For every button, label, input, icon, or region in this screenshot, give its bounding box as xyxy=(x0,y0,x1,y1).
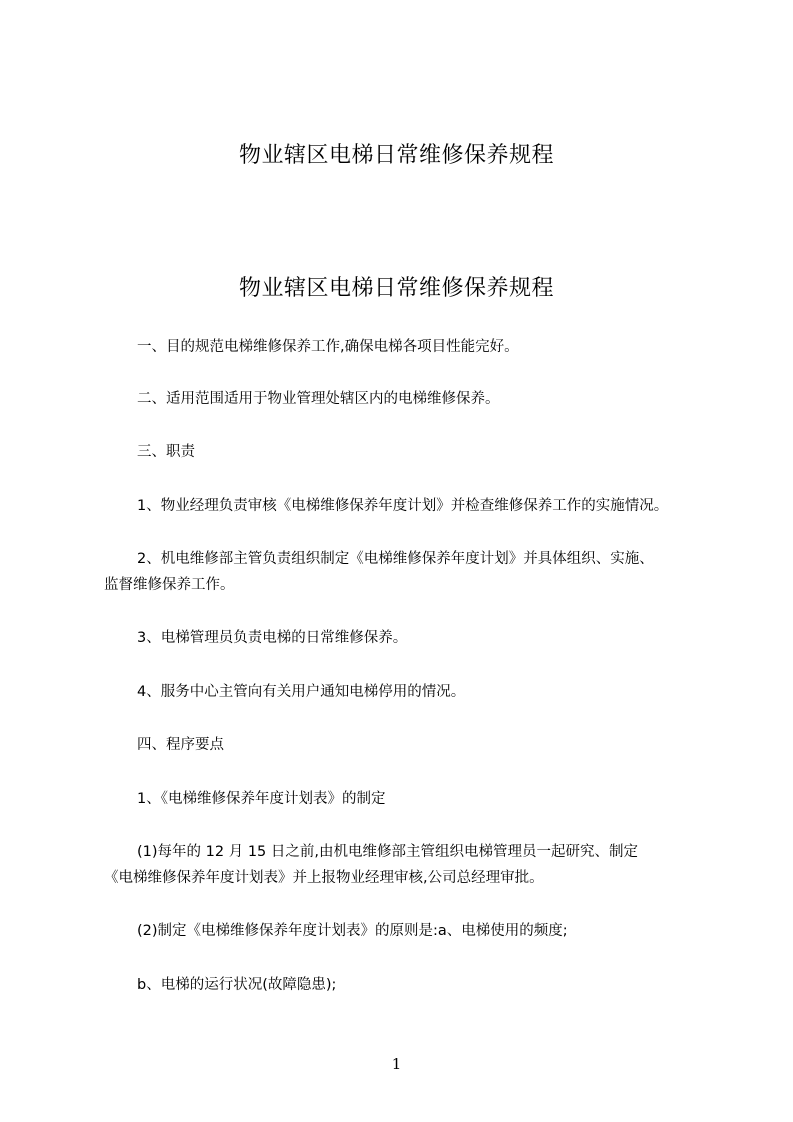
paragraph-line: 一、目的规范电梯维修保养工作,确保电梯各项目性能完好。 xyxy=(137,339,519,355)
paragraph-line: 二、适用范围适用于物业管理处辖区内的电梯维修保养。 xyxy=(137,391,500,407)
paragraph-purpose xyxy=(104,334,724,360)
paragraph-scope xyxy=(104,386,724,412)
paragraph-procedure-1-1 xyxy=(104,839,724,891)
paragraph-procedure-1 xyxy=(104,786,724,812)
paragraph-line: b、电梯的运行状况(故障隐患); xyxy=(137,977,337,993)
paragraph-line: 4、服务中心主管向有关用户通知电梯停用的情况。 xyxy=(137,684,466,700)
paragraph-line: 监督维修保养工作。 xyxy=(104,577,235,593)
paragraph-procedure-1-2-b xyxy=(104,972,724,998)
section-heading-responsibilities xyxy=(104,439,724,465)
paragraph-responsibility-2 xyxy=(104,546,724,598)
paragraph-responsibility-4 xyxy=(104,679,724,705)
paragraph-line: 2、机电维修部主管负责组织制定《电梯维修保养年度计划》并具体组织、实施、 xyxy=(137,551,654,567)
cover-title: 物业辖区电梯日常维修保养规程 xyxy=(238,143,554,168)
document-title: 物业辖区电梯日常维修保养规程 xyxy=(238,276,554,301)
paragraph-procedure-1-2 xyxy=(104,918,724,944)
section-heading-procedure xyxy=(104,732,724,758)
paragraph-line: 四、程序要点 xyxy=(137,737,224,753)
paragraph-line: (1)每年的 12 月 15 日之前,由机电维修部主管组织电梯管理员一起研究、制定 xyxy=(137,844,638,860)
paragraph-line: (2)制定《电梯维修保养年度计划表》的原则是:a、电梯使用的频度; xyxy=(137,923,568,939)
paragraph-responsibility-3 xyxy=(104,625,724,651)
paragraph-line: 三、职责 xyxy=(137,444,195,460)
page-number: 1 xyxy=(391,1055,402,1073)
paragraph-line: 1、《电梯维修保养年度计划表》的制定 xyxy=(137,791,386,807)
paragraph-line: 《电梯维修保养年度计划表》并上报物业经理审核,公司总经理审批。 xyxy=(104,870,544,886)
paragraph-responsibility-1 xyxy=(104,493,724,519)
paragraph-line: 1、物业经理负责审核《电梯维修保养年度计划》并检查维修保养工作的实施情况。 xyxy=(137,498,669,514)
paragraph-line: 3、电梯管理员负责电梯的日常维修保养。 xyxy=(137,630,408,646)
